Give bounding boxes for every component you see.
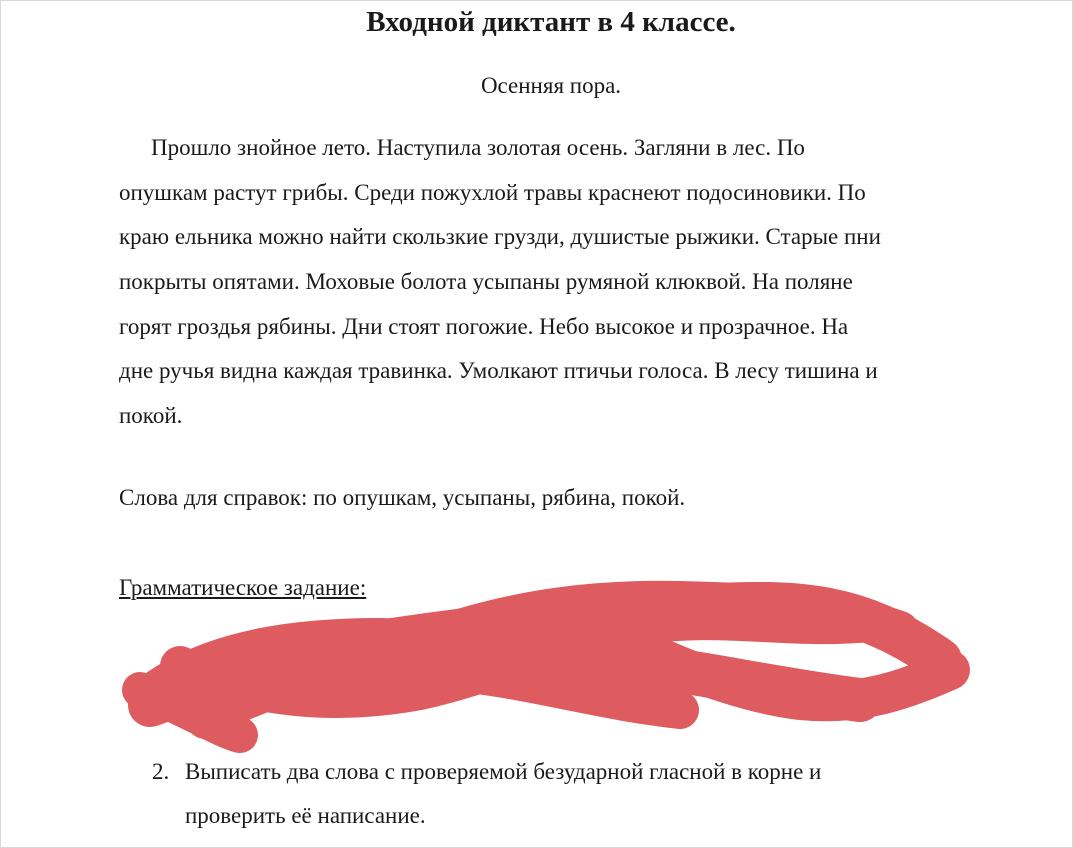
dictation-line: Прошло знойное лето. Наступила золотая осень. Загляни в лес. По: [151, 135, 805, 160]
dictation-line: дне ручья видна каждая травинка. Умолкают птичьи голоса. В лесу тишина и: [119, 358, 878, 384]
task-text-line: Выписать два слова с проверяемой безударной гласной в корне и: [185, 759, 822, 784]
task-number: 2.: [152, 759, 170, 784]
grammar-task-1: [152, 661, 185, 749]
dictation-line: покрыты опятами. Моховые болота усыпаны румяной клюквой. На поляне: [119, 269, 853, 295]
grammar-task-2: [152, 750, 821, 838]
grammar-task-heading: Грамматическое задание:: [119, 575, 367, 600]
document-title: Входной диктант в 4 классе.: [366, 6, 736, 38]
dictation-line: горят гроздья рябины. Дни стоят погожие. Небо высокое и прозрачное. На: [119, 313, 849, 339]
dictation-subtitle: Осенняя пора.: [480, 73, 622, 98]
reference-words: Слова для справок: по опушкам, усыпаны, рябина, покой.: [119, 485, 686, 510]
dictation-text: [119, 126, 999, 439]
task-text-line: проверить её написание.: [185, 803, 426, 828]
dictation-line: опушкам растут грибы. Среди пожухлой травы краснеют подосиновики. По: [119, 179, 866, 205]
task-number: 1.: [152, 670, 170, 695]
dictation-line: покой.: [119, 403, 183, 429]
task-text-line: [152, 705, 185, 749]
dictation-line: краю ельника можно найти скользкие грузди, душистые рыжики. Старые пни: [119, 224, 881, 250]
